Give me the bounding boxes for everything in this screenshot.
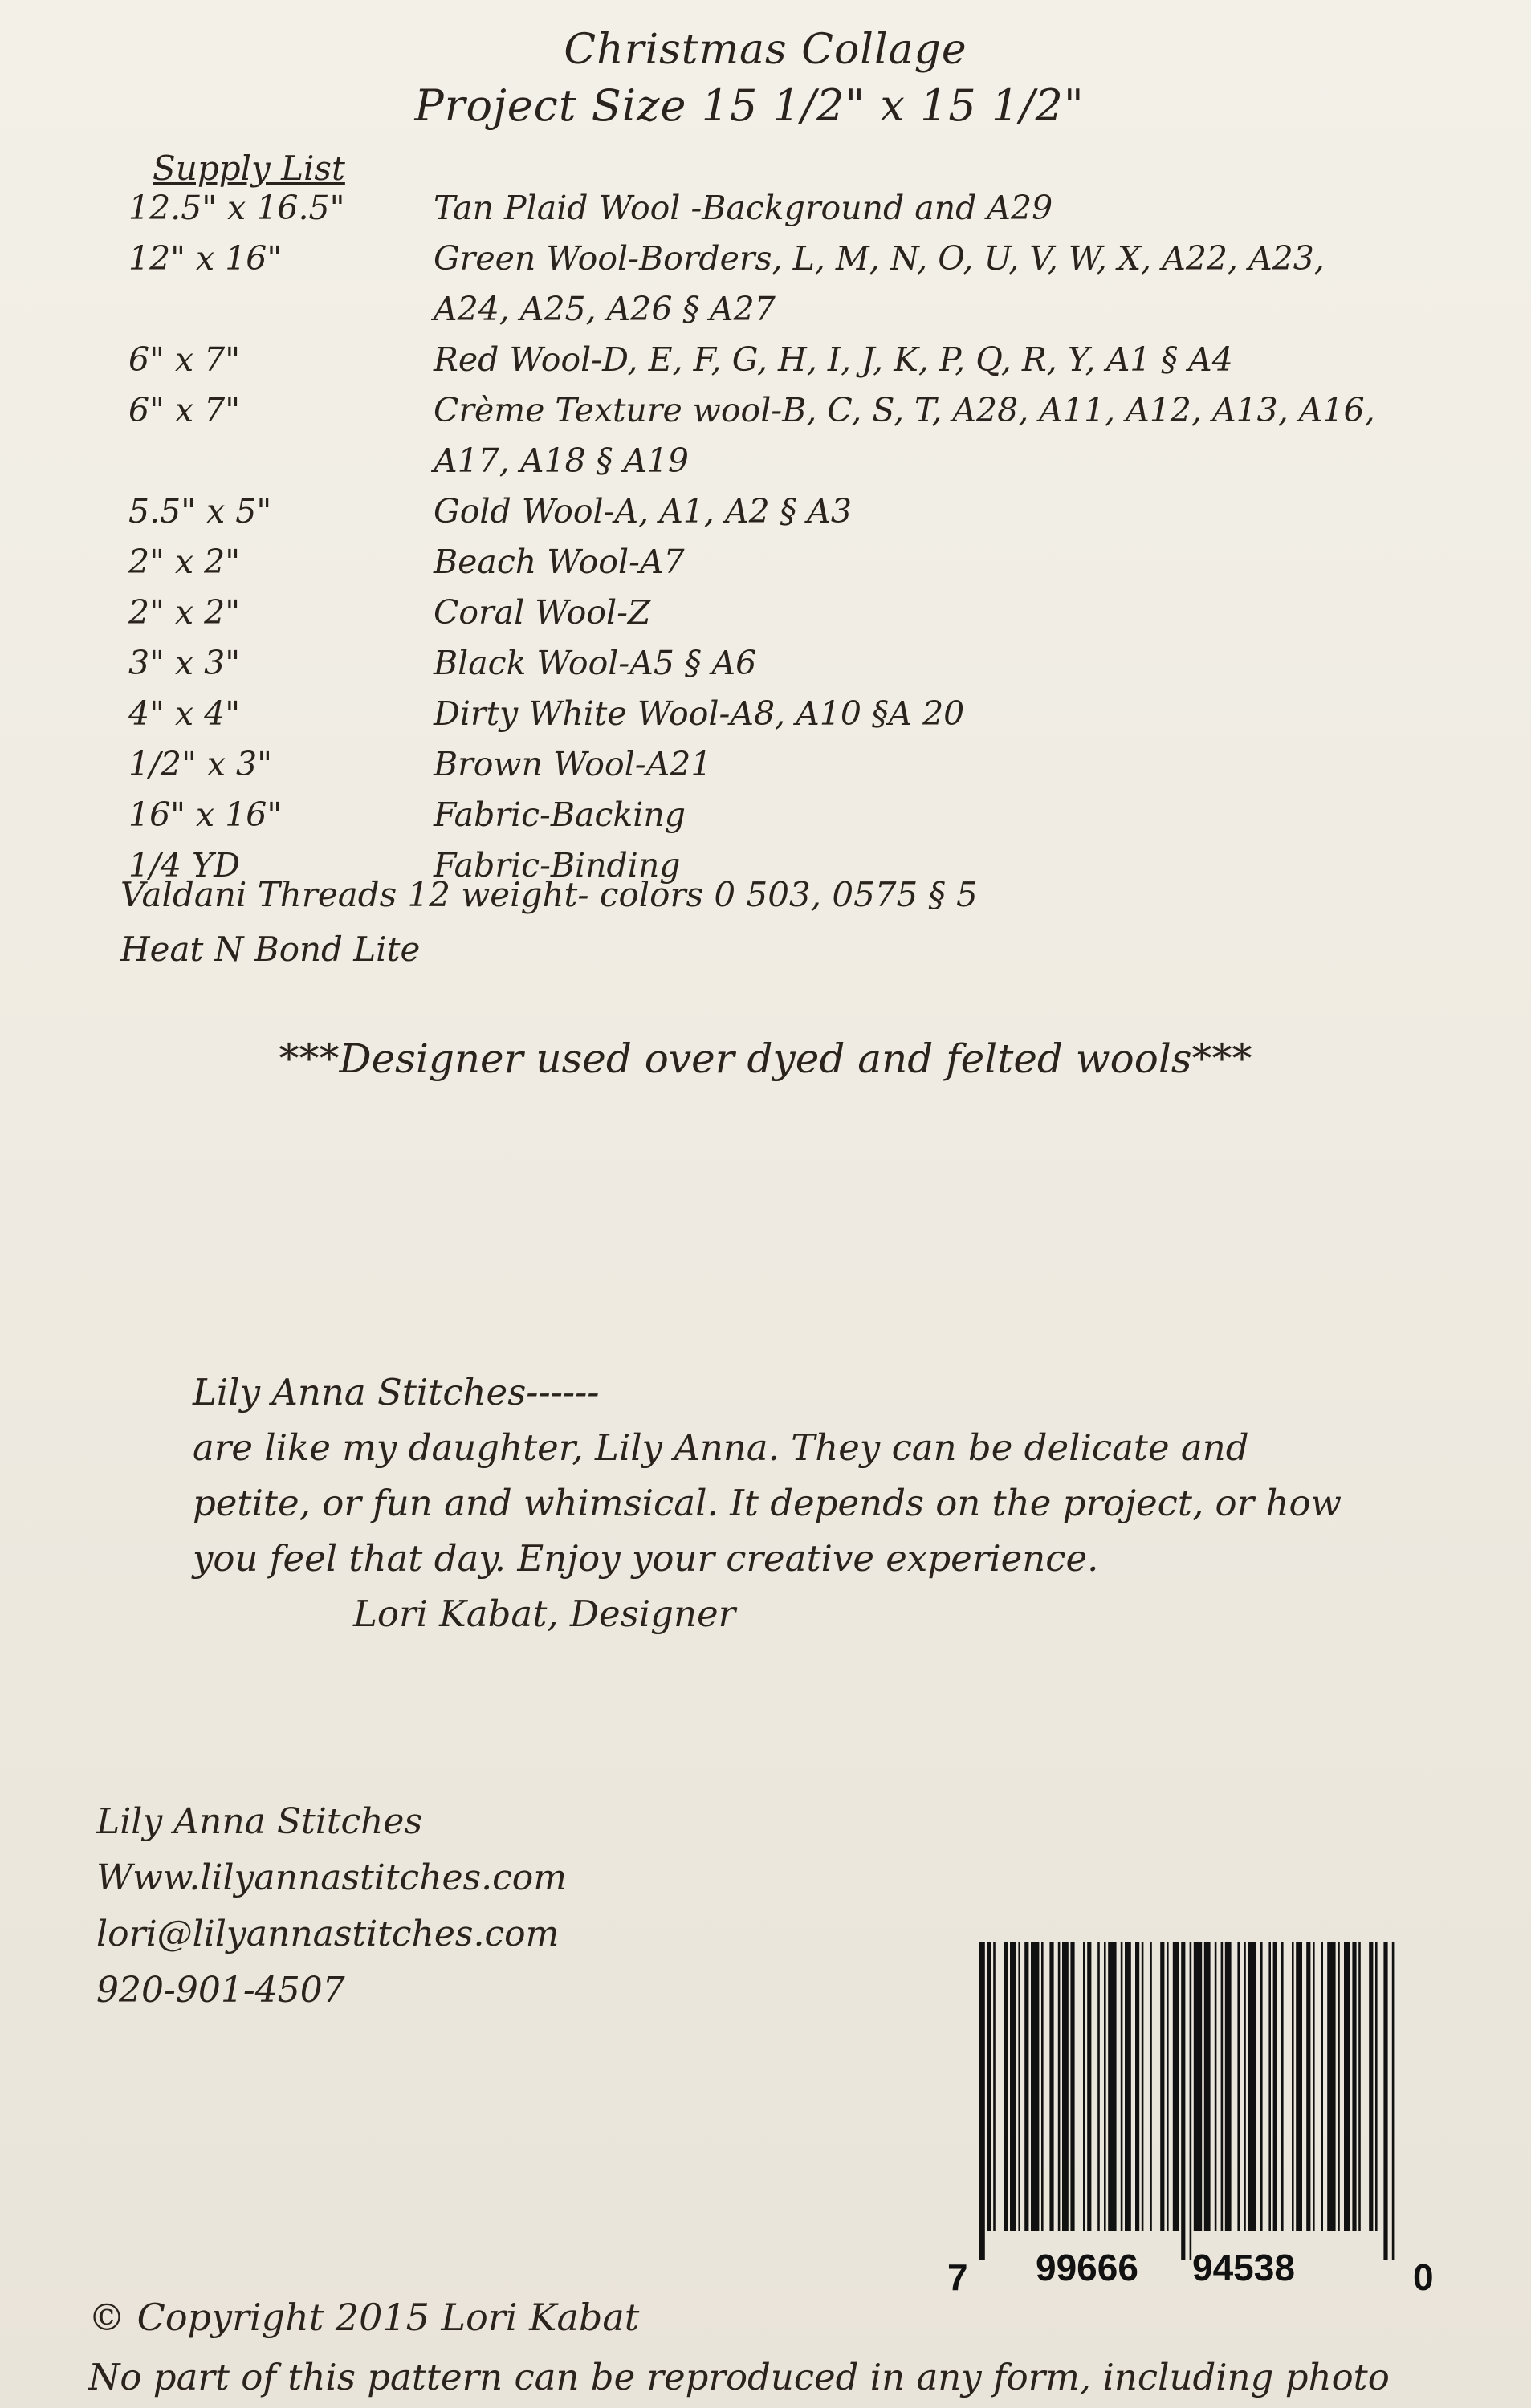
- email-link[interactable]: lori@lilyannastitches.com: [96, 1914, 560, 1954]
- supply-desc: Gold Wool-A, A1, A2 § A3: [434, 492, 852, 531]
- supply-size: [128, 436, 434, 486]
- barcode-bar: [1173, 1942, 1179, 2231]
- barcode: [947, 1942, 1434, 2298]
- supply-size: 6" x 7": [128, 391, 241, 429]
- supply-row: [128, 689, 1461, 739]
- supply-size: 4" x 4": [128, 694, 241, 733]
- barcode-bars: [975, 1942, 1401, 2264]
- barcode-bar: [1125, 1942, 1131, 2231]
- barcode-bar: [1083, 1942, 1085, 2231]
- barcode-bar: [1010, 1942, 1016, 2231]
- barcode-bar: [1296, 1942, 1302, 2231]
- supply-list: [128, 183, 1461, 891]
- rights-text: No part of this pattern can be reproduced in any form, including photo: [88, 2356, 1390, 2398]
- barcode-bar: [1142, 1942, 1144, 2231]
- supply-row: [128, 436, 1461, 486]
- supply-row: [128, 739, 1461, 790]
- barcode-bar: [1004, 1942, 1008, 2231]
- barcode-bar: [1375, 1942, 1378, 2231]
- barcode-bar: [1167, 1942, 1169, 2231]
- barcode-bar: [979, 1942, 985, 2260]
- supply-desc: Coral Wool-Z: [434, 593, 651, 632]
- contact-block: [96, 1794, 567, 2019]
- supply-desc: Brown Wool-A21: [434, 745, 712, 783]
- barcode-bar: [1248, 1942, 1256, 2231]
- barcode-bar: [1383, 1942, 1387, 2260]
- supply-row: [128, 335, 1461, 385]
- barcode-bar: [1306, 1942, 1310, 2231]
- barcode-bar: [1225, 1942, 1232, 2231]
- pattern-title: Christmas Collage: [564, 26, 967, 74]
- project-size: Project Size 15 1/2" x 15 1/2": [414, 80, 1085, 131]
- supply-size: 1/2" x 3": [128, 745, 272, 783]
- barcode-bar: [1031, 1942, 1039, 2231]
- supply-size: 2" x 2": [128, 543, 241, 581]
- supply-desc: Beach Wool-A7: [434, 543, 685, 581]
- barcode-group-2: 94538: [1192, 2247, 1295, 2288]
- supply-desc: Black Wool-A5 § A6: [434, 644, 757, 682]
- barcode-bar: [993, 1942, 996, 2231]
- barcode-bar: [1344, 1942, 1350, 2231]
- supply-size: 16" x 16": [128, 795, 283, 834]
- barcode-bar: [1204, 1942, 1211, 2231]
- barcode-bar: [1221, 1942, 1224, 2231]
- supply-size: 12" x 16": [128, 239, 283, 278]
- barcode-bar: [1160, 1942, 1164, 2231]
- barcode-bar: [1190, 1942, 1192, 2260]
- barcode-bar: [1244, 1942, 1246, 2231]
- supply-list-heading: Supply List: [153, 148, 345, 188]
- barcode-bar: [987, 1942, 991, 2231]
- supply-size: 12.5" x 16.5": [128, 189, 345, 227]
- barcode-digit-left: 7: [947, 2256, 968, 2298]
- barcode-bar: [1215, 1942, 1217, 2231]
- barcode-bar: [1358, 1942, 1361, 2231]
- supply-size: 6" x 7": [128, 340, 241, 379]
- barcode-bar: [1150, 1942, 1152, 2231]
- supply-row: [128, 486, 1461, 537]
- barcode-bar: [1018, 1942, 1020, 2231]
- website-link[interactable]: Www.lilyannastitches.com: [96, 1857, 567, 1898]
- barcode-bar: [1321, 1942, 1323, 2231]
- supply-row: [128, 790, 1461, 840]
- barcode-bar: [1273, 1942, 1277, 2231]
- supply-row: [128, 234, 1461, 284]
- supply-desc: Crème Texture wool-B, C, S, T, A28, A11, A12, A13, A16,: [434, 391, 1375, 429]
- supply-desc: A24, A25, A26 § A27: [434, 290, 776, 328]
- barcode-bar: [1049, 1942, 1053, 2231]
- barcode-bar: [1062, 1942, 1069, 2231]
- bio-line: petite, or fun and whimsical. It depends on the project, or how: [193, 1482, 1342, 1524]
- supply-desc: Fabric-Backing: [434, 795, 686, 834]
- designer-bio: [193, 1365, 1365, 1641]
- barcode-bar: [1104, 1942, 1106, 2231]
- supply-row: [128, 588, 1461, 638]
- barcode-group-1: 99666: [1036, 2247, 1138, 2288]
- supply-size: 5.5" x 5": [128, 492, 272, 531]
- supply-desc: Dirty White Wool-A8, A10 §A 20: [434, 694, 965, 733]
- barcode-bar: [1338, 1942, 1340, 2231]
- copyright: © Copyright 2015 Lori Kabat: [88, 2296, 640, 2339]
- phone-number: 920-901-4507: [96, 1970, 345, 2011]
- supply-size: [128, 284, 434, 335]
- barcode-digit-right: 0: [1413, 2256, 1434, 2298]
- barcode-bar: [1292, 1942, 1294, 2231]
- barcode-bar: [1260, 1942, 1263, 2231]
- barcode-bar: [1352, 1942, 1356, 2231]
- bio-heading: Lily Anna Stitches------: [193, 1371, 600, 1413]
- company-name: Lily Anna Stitches: [96, 1801, 423, 1842]
- supply-row: [128, 284, 1461, 335]
- barcode-bar: [1369, 1942, 1373, 2231]
- barcode-bar: [1313, 1942, 1315, 2231]
- supply-desc: Fabric-Binding: [434, 846, 681, 885]
- barcode-bar: [1024, 1942, 1028, 2231]
- threads-line: Valdani Threads 12 weight- colors 0 503, 0575 § 5: [120, 875, 978, 914]
- bio-line: you feel that day. Enjoy your creative experience.: [193, 1537, 1099, 1580]
- barcode-bar: [1135, 1942, 1139, 2231]
- barcode-bar: [1097, 1942, 1100, 2231]
- barcode-bar: [1087, 1942, 1091, 2231]
- supply-row: [128, 183, 1461, 234]
- barcode-bar: [1108, 1942, 1116, 2231]
- barcode-bar: [1194, 1942, 1202, 2231]
- supply-size: 2" x 2": [128, 593, 241, 632]
- designer-note: ***Designer used over dyed and felted wools***: [279, 1035, 1252, 1082]
- supply-row: [128, 385, 1461, 436]
- barcode-bar: [1058, 1942, 1061, 2231]
- supply-row: [128, 537, 1461, 588]
- barcode-bar: [1281, 1942, 1284, 2231]
- barcode-bar: [1121, 1942, 1123, 2231]
- barcode-bar: [1041, 1942, 1044, 2231]
- supply-desc: Red Wool-D, E, F, G, H, I, J, K, P, Q, R, Y, A1 § A4: [434, 340, 1233, 379]
- supply-size: 1/4 YD: [128, 846, 240, 885]
- supply-desc: A17, A18 § A19: [434, 441, 689, 480]
- bio-line: are like my daughter, Lily Anna. They can be delicate and: [193, 1426, 1249, 1469]
- barcode-bar: [1070, 1942, 1074, 2231]
- barcode-bar: [1237, 1942, 1240, 2231]
- barcode-bar: [1392, 1942, 1395, 2260]
- barcode-bar: [1327, 1942, 1335, 2231]
- supply-desc: Green Wool-Borders, L, M, N, O, U, V, W, X, A22, A23,: [434, 239, 1325, 278]
- bio-signature: Lori Kabat, Designer: [353, 1592, 736, 1635]
- barcode-bar: [1181, 1942, 1185, 2260]
- bond-line: Heat N Bond Lite: [120, 929, 421, 969]
- supply-size: 3" x 3": [128, 644, 241, 682]
- supply-row: [128, 638, 1461, 689]
- supply-desc: Tan Plaid Wool -Background and A29: [434, 189, 1053, 227]
- barcode-bar: [1268, 1942, 1271, 2231]
